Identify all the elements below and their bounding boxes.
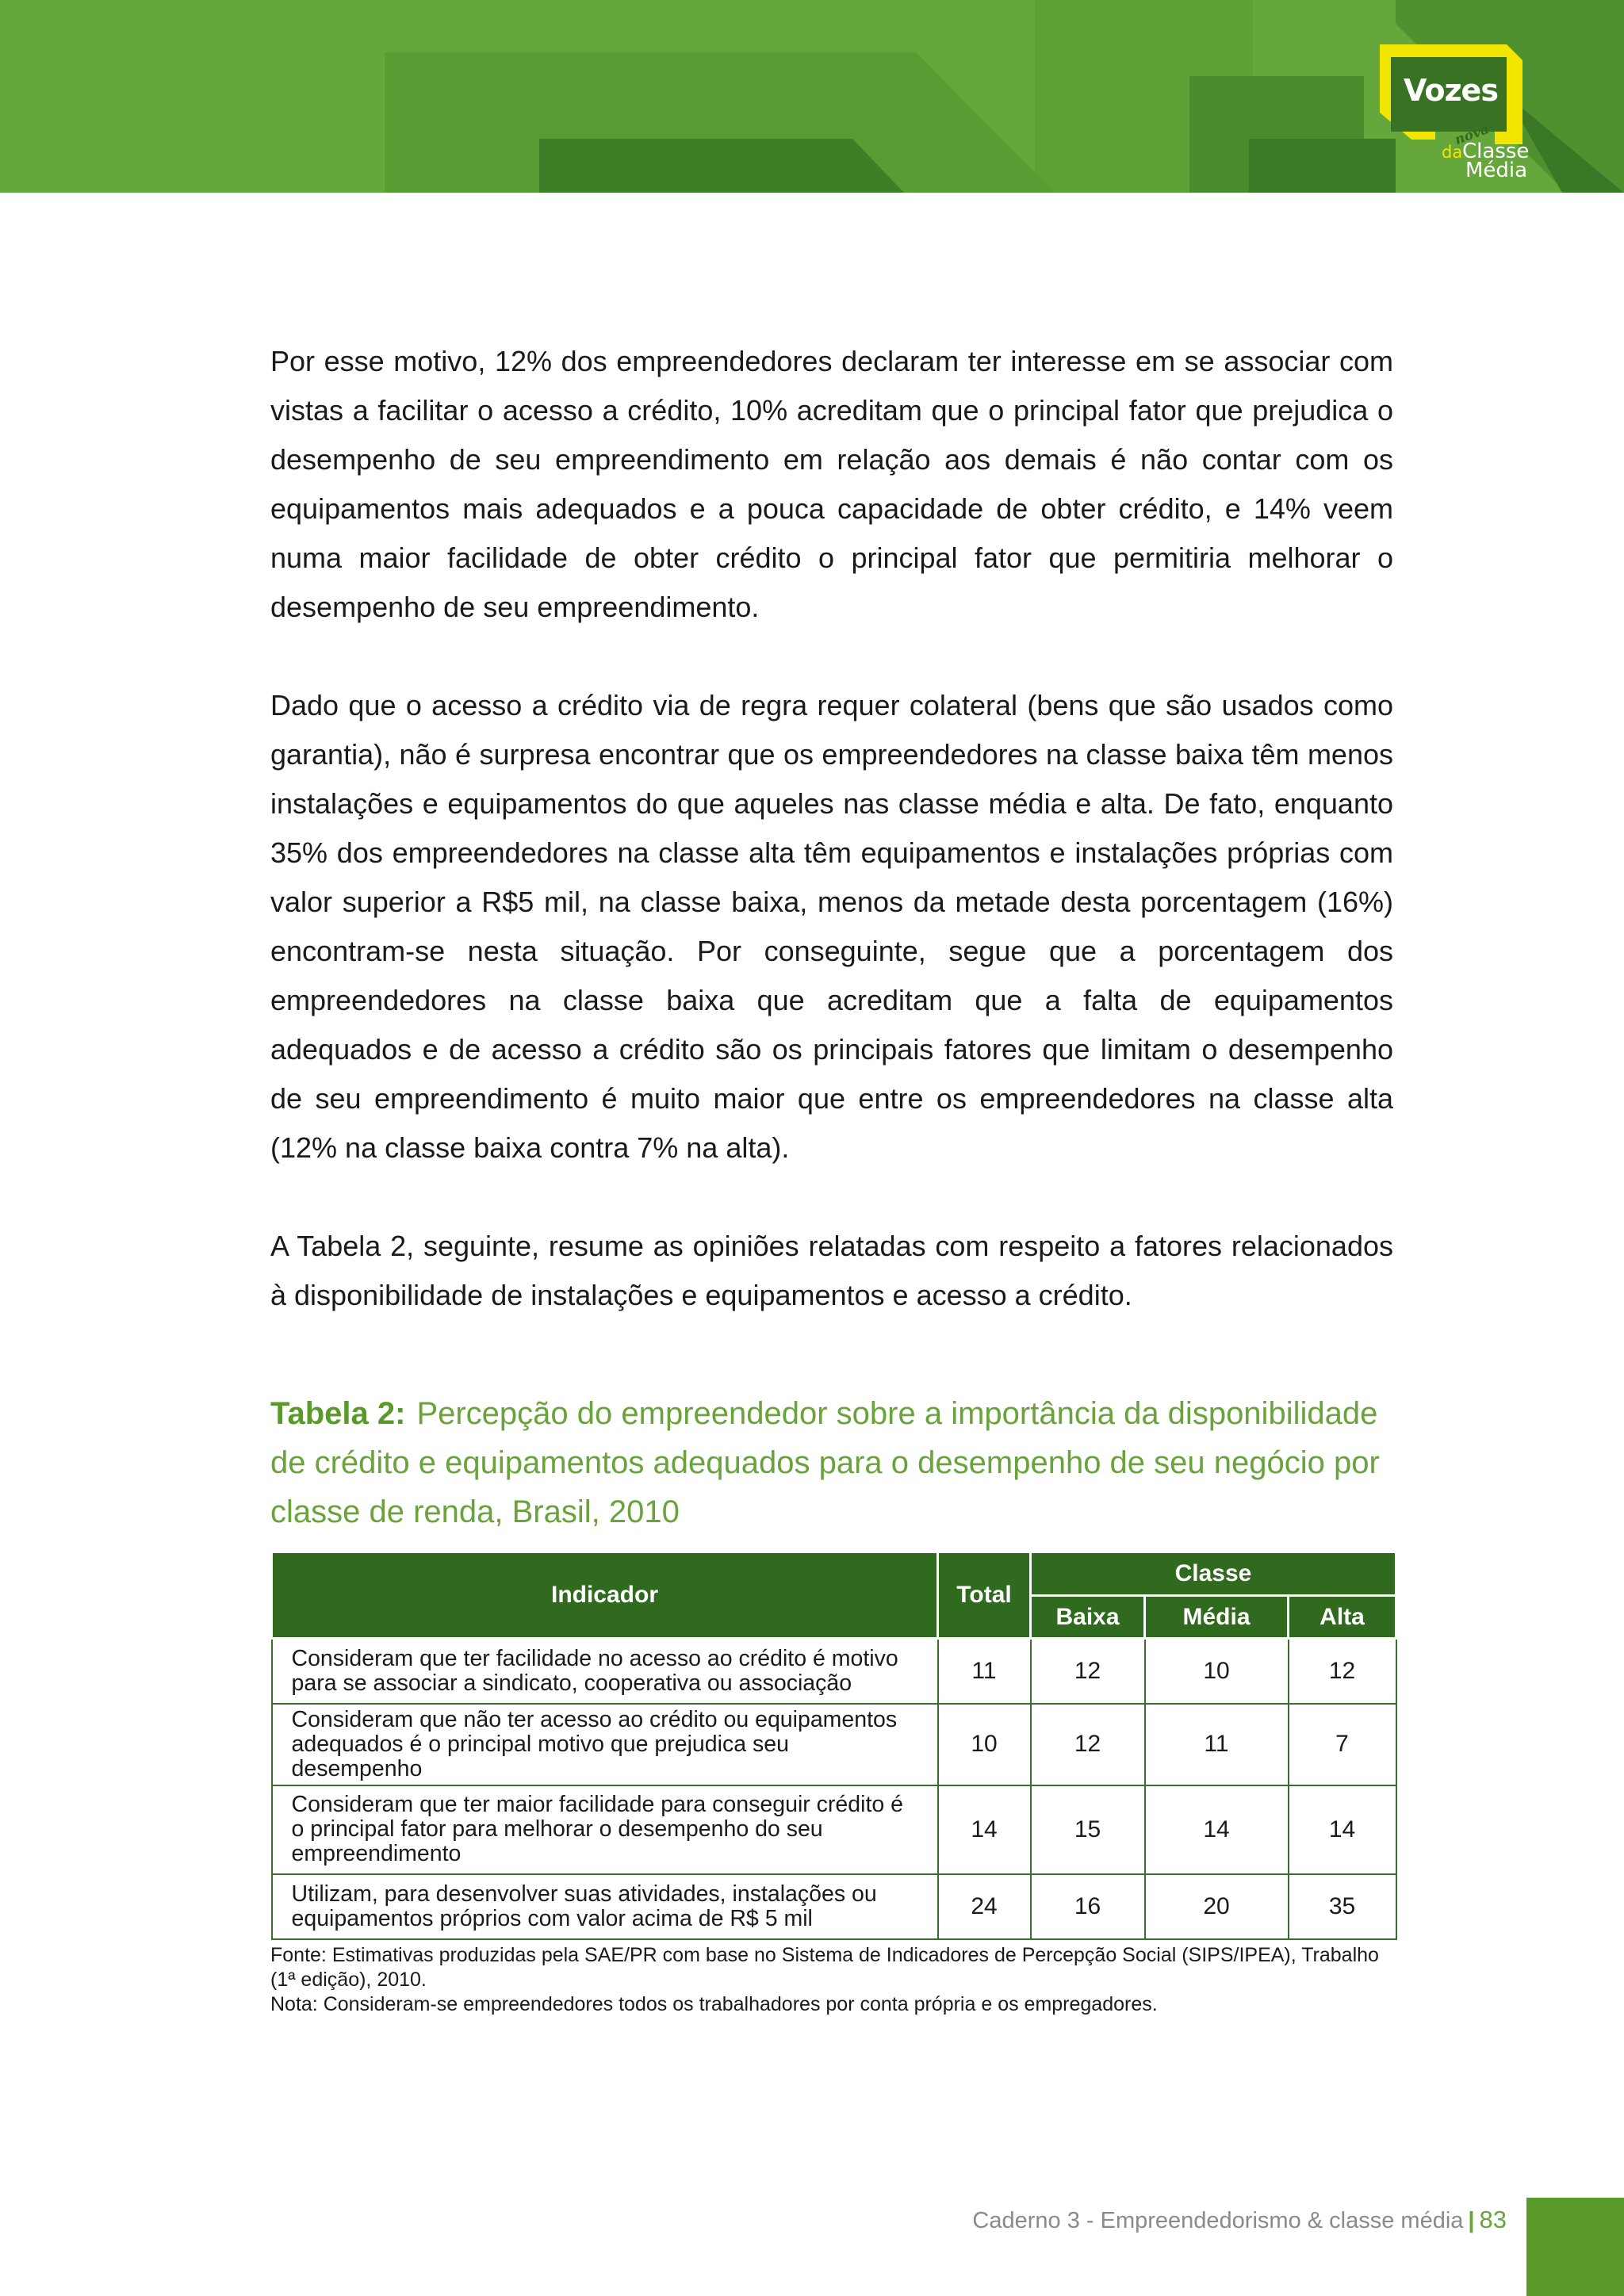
cell-alta: 14 <box>1289 1785 1396 1874</box>
footer-accent-block <box>1526 2198 1624 2296</box>
data-table <box>270 1551 1397 1940</box>
cell-alta: 35 <box>1289 1874 1396 1939</box>
table-row <box>272 1874 1396 1939</box>
cell-media: 20 <box>1145 1874 1289 1939</box>
header-baixa: Baixa <box>1031 1596 1145 1639</box>
header-total: Total <box>938 1552 1031 1639</box>
header-alta: Alta <box>1289 1596 1396 1639</box>
table-caption-text: Percepção do empreendedor sobre a importância da disponibilidade de crédito e equipamentos adequados para o desempenho de seu negócio por classe de renda, Brasil, 2010 <box>270 1396 1380 1529</box>
cell-indicador: Consideram que ter facilidade no acesso ao crédito é motivo para se associar a sindicato, cooperativa ou associação <box>272 1639 938 1704</box>
table-source: Fonte: Estimativas produzidas pela SAE/PR com base no Sistema de Indicadores de Percepção Social (SIPS/IPEA), Trabalho (1ª edição), 2010. <box>270 1944 1379 1991</box>
cell-media: 14 <box>1145 1785 1289 1874</box>
paragraph-1: Por esse motivo, 12% dos empreendedores declaram ter interesse em se associar com vistas a facilitar o acesso a crédito, 10% acreditam que o principal fator que prejudica o desempenho de seu empreendimento em relação aos demais é não contar com os equipamentos mais adequados e a pouca capacidade de obter crédito, e 14% veem numa maior facilidade de obter crédito o principal fator que permitiria melhorar o desempenho de seu empreendimento. <box>270 345 1393 623</box>
cell-total: 14 <box>938 1785 1031 1874</box>
cell-baixa: 16 <box>1031 1874 1145 1939</box>
header-classe: Classe <box>1031 1552 1396 1596</box>
logo-word-media: Média <box>1465 159 1528 182</box>
footer-separator: | <box>1468 2208 1475 2233</box>
body-text <box>270 337 1393 1369</box>
cell-alta: 12 <box>1289 1639 1396 1704</box>
page-footer <box>972 2204 1507 2237</box>
table-row <box>272 1704 1396 1785</box>
table-row <box>272 1785 1396 1874</box>
page-number: 83 <box>1479 2206 1507 2233</box>
header-media: Média <box>1145 1596 1289 1639</box>
table-note: Nota: Consideram-se empreendedores todos os trabalhadores por conta própria e os empregadores. <box>270 1993 1158 2015</box>
cell-baixa: 12 <box>1031 1704 1145 1785</box>
cell-total: 11 <box>938 1639 1031 1704</box>
cell-media: 10 <box>1145 1639 1289 1704</box>
cell-media: 11 <box>1145 1704 1289 1785</box>
table-row <box>272 1639 1396 1704</box>
header-banner <box>0 0 1624 193</box>
logo-word-vozes: Vozes <box>1404 73 1498 108</box>
header-indicador: Indicador <box>272 1552 938 1639</box>
footer-title: Caderno 3 - Empreendedorismo & classe média <box>972 2208 1464 2233</box>
paragraph-3: A Tabela 2, seguinte, resume as opiniões relatadas com respeito a fatores relacionados à disponibilidade de instalações e equipamentos e acesso a crédito. <box>270 1230 1393 1311</box>
paragraph-2: Dado que o acesso a crédito via de regra requer colateral (bens que são usados como garantia), não é surpresa encontrar que os empreendedores na classe baixa têm menos instalações e equipamentos do que aqueles nas classe média e alta. De fato, enquanto 35% dos empreendedores na classe alta têm equipamentos e instalações próprias com valor superior a R$5 mil, na classe baixa, menos da metade desta porcentagem (16%) encontram-se nesta situação. Por conseguinte, segue que a porcentagem dos empreendedores na classe baixa que acreditam que a falta de equipamentos adequados e de acesso a crédito são os principais fatores que limitam o desempenho de seu empreendimento é muito maior que entre os empreendedores na classe alta (12% na classe baixa contra 7% na alta). <box>270 689 1393 1164</box>
cell-indicador: Consideram que ter maior facilidade para conseguir crédito é o principal fator para melhorar o desempenho do seu empreendimento <box>272 1785 938 1874</box>
table-caption-label: Tabela 2: <box>270 1396 406 1431</box>
table-caption <box>270 1389 1393 1536</box>
logo-word-da: da <box>1442 143 1463 162</box>
vozes-logo <box>1380 44 1530 184</box>
cell-total: 24 <box>938 1874 1031 1939</box>
cell-indicador: Consideram que não ter acesso ao crédito ou equipamentos adequados é o principal motivo que prejudica seu desempenho <box>272 1704 938 1785</box>
cell-baixa: 15 <box>1031 1785 1145 1874</box>
logo-word-classe: Classe <box>1462 140 1530 163</box>
cell-alta: 7 <box>1289 1704 1396 1785</box>
cell-baixa: 12 <box>1031 1639 1145 1704</box>
logo-word-nova: nova <box>1452 121 1492 149</box>
cell-total: 10 <box>938 1704 1031 1785</box>
table-notes <box>270 1943 1393 2017</box>
cell-indicador: Utilizam, para desenvolver suas atividades, instalações ou equipamentos próprios com valor acima de R$ 5 mil <box>272 1874 938 1939</box>
